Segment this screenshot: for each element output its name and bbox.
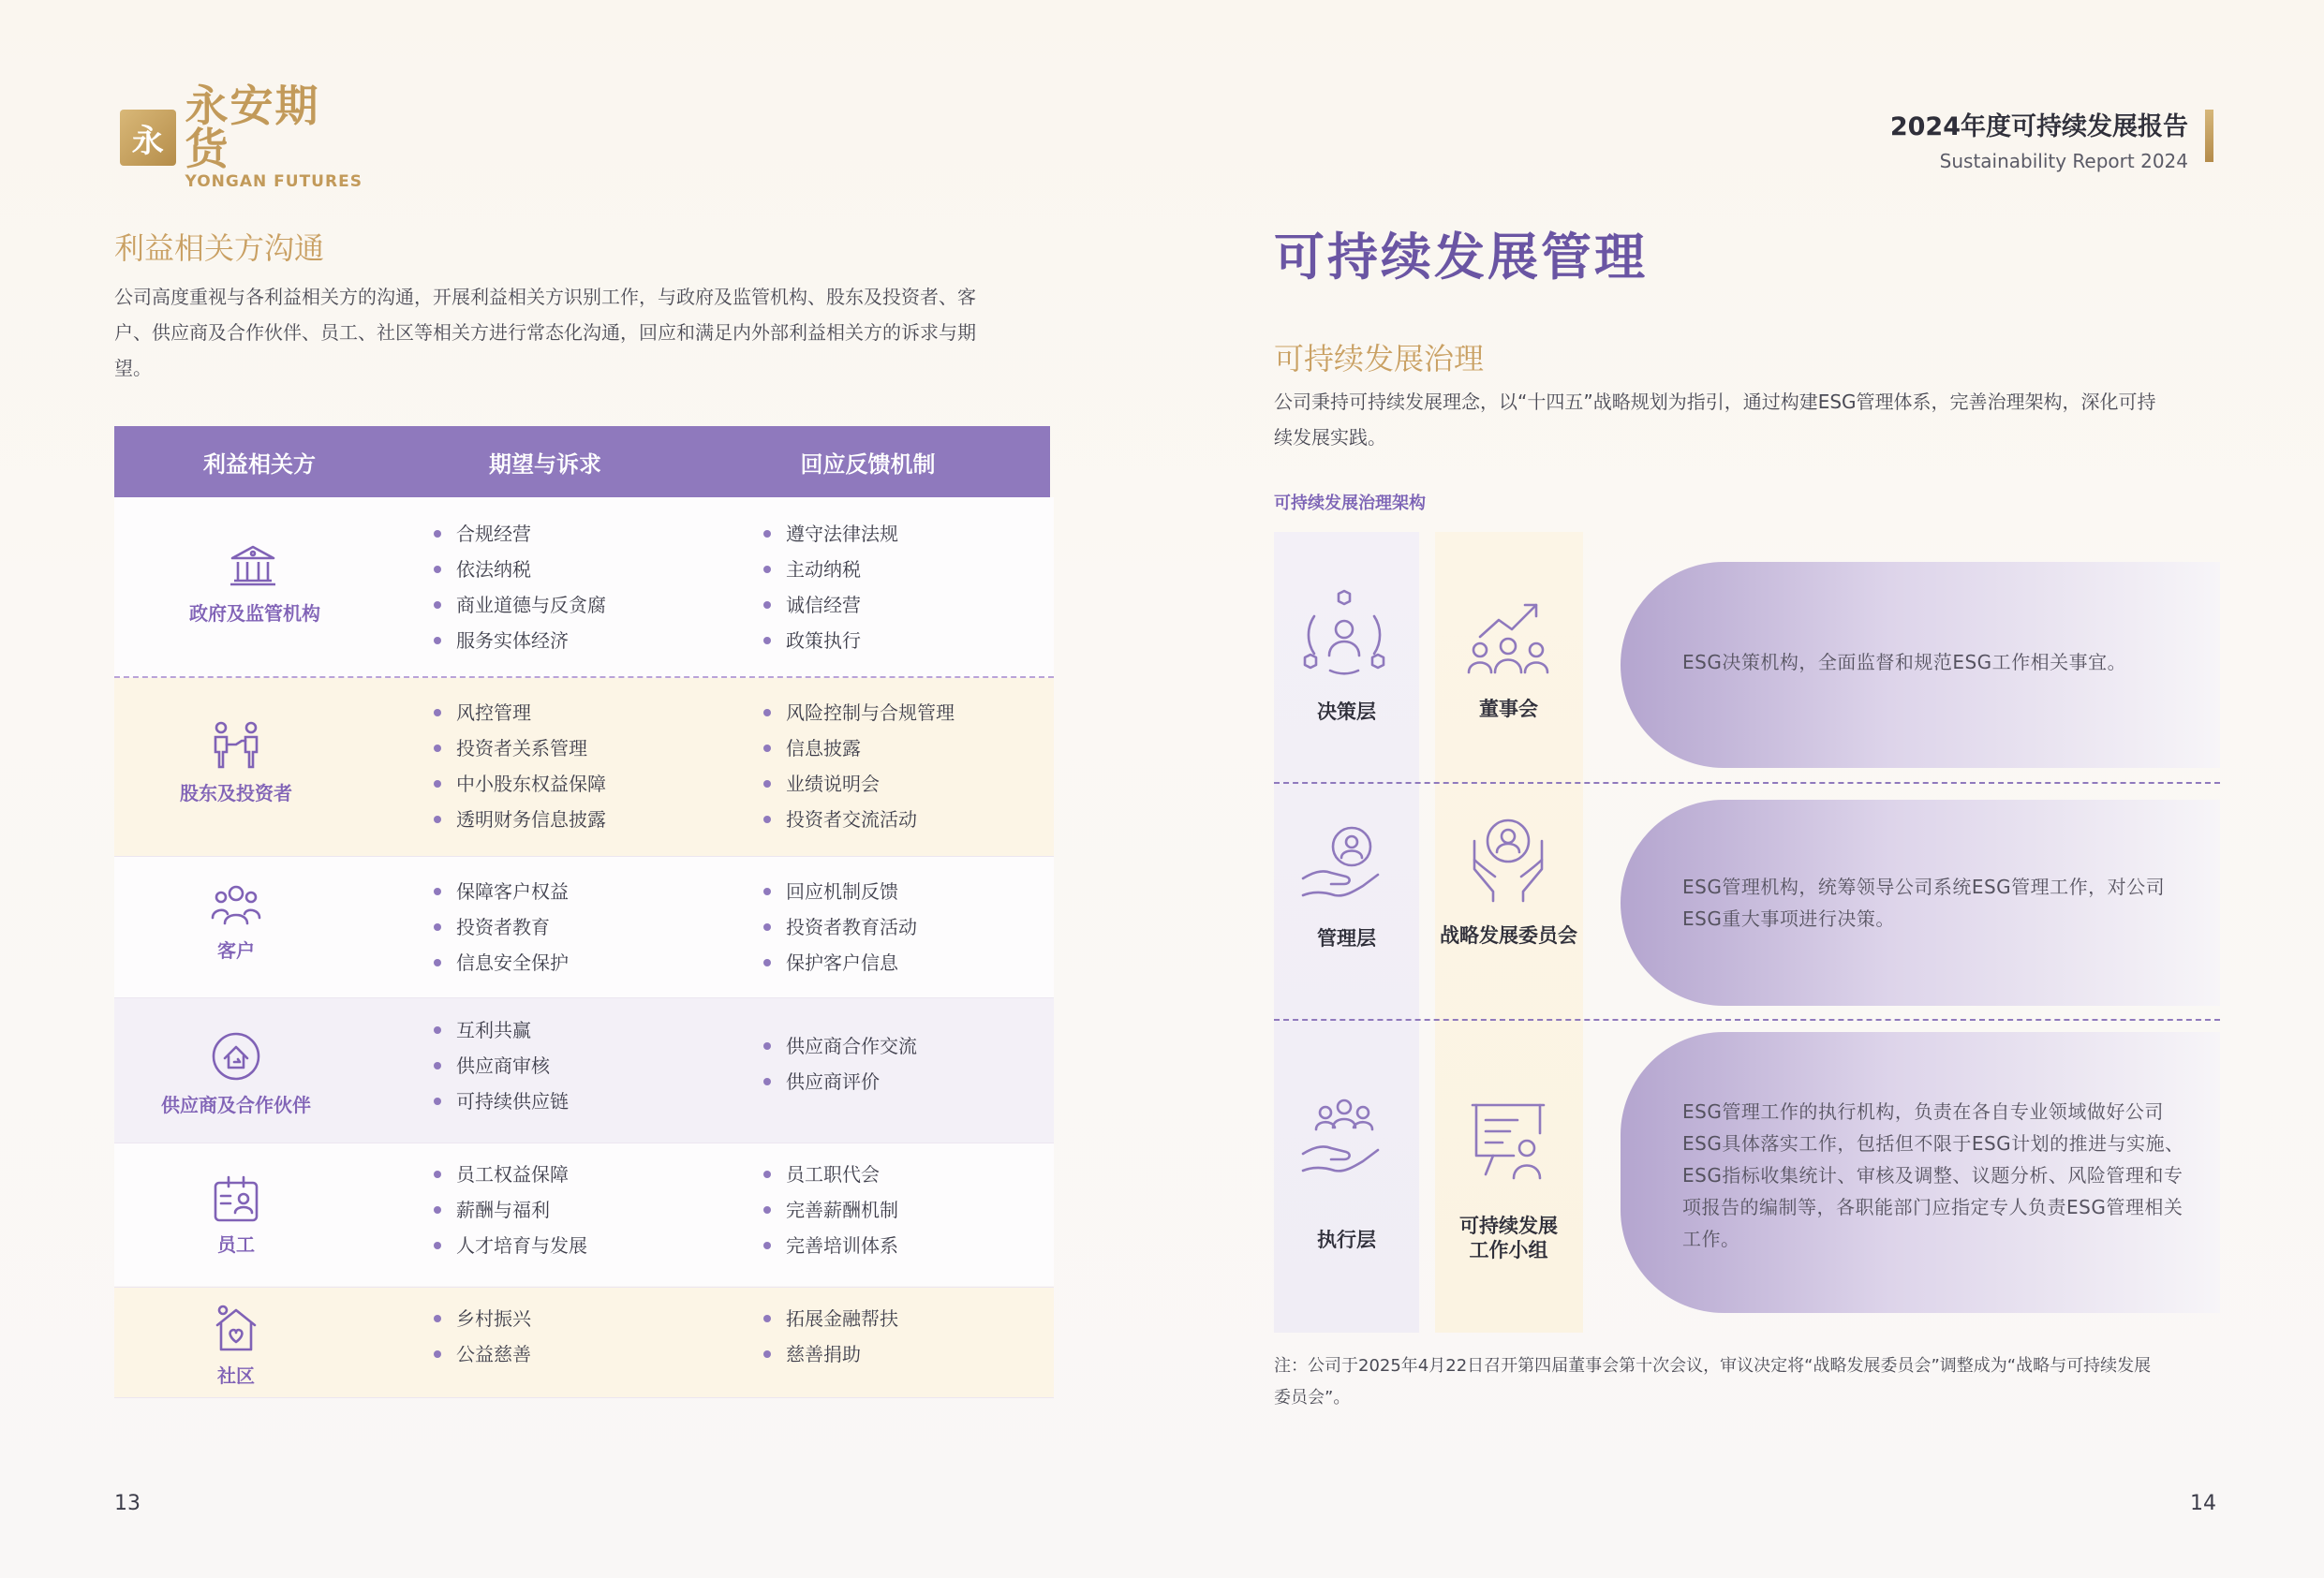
stakeholder-intro (114, 279, 1060, 386)
description-line: ESG具体落实工作，包括但不限于ESG计划的推进与实施、 (1682, 1132, 2184, 1155)
list-item: 保障客户权益 (434, 874, 569, 909)
governance-diagram (1274, 532, 2220, 1333)
responses-list (763, 516, 898, 658)
list-item: 风控管理 (434, 695, 606, 730)
shareholders-icon (210, 720, 262, 773)
footnote-line: 委员会”。 (1274, 1388, 1351, 1408)
description-line: ESG决策机构，全面监督和规范ESG工作相关事宜。 (1682, 651, 2127, 673)
list-item: 公益慈善 (434, 1336, 531, 1372)
list-item: 员工职代会 (763, 1157, 898, 1192)
stakeholder-name: 社区 (217, 1364, 255, 1387)
expectations-list (434, 1012, 569, 1119)
expectations-list (434, 695, 606, 837)
list-item: 主动纳税 (763, 552, 898, 587)
expectations-list (434, 874, 569, 981)
description-line: 工作。 (1682, 1228, 1740, 1250)
list-item: 保护客户信息 (763, 945, 917, 981)
intro-line: 公司高度重视与各利益相关方的沟通，开展利益相关方识别工作，与政府及监管机构、股东及投资者、客 (114, 286, 976, 308)
logo-name-en: YONGAN FUTURES (185, 172, 363, 191)
header-expectations: 期望与诉求 (489, 450, 601, 478)
list-item: 诚信经营 (763, 587, 898, 623)
logo-name-cn: 永安期货 (185, 81, 320, 174)
list-item: 投资者关系管理 (434, 730, 606, 766)
list-item: 中小股东权益保障 (434, 766, 606, 802)
description-line: ESG管理工作的执行机构，负责在各自专业领域做好公司 (1682, 1100, 2164, 1123)
board-growth-icon (1461, 596, 1555, 680)
report-title-cn: 2024年度可持续发展报告 (1889, 112, 2188, 141)
expectations-list (434, 1301, 531, 1372)
presentation-board-icon (1465, 1099, 1551, 1186)
report-title-en: Sustainability Report 2024 (1939, 150, 2188, 172)
team-hand-icon (1297, 1098, 1391, 1182)
stakeholder-name: 供应商及合作伙伴 (161, 1094, 311, 1116)
description-line: 项报告的编制等，各职能部门应指定专人负责ESG管理相关 (1682, 1196, 2183, 1218)
org-name (1436, 1214, 1581, 1262)
government-building-icon (227, 539, 279, 592)
table-row (114, 497, 1054, 677)
logo-mark: 永 (120, 110, 176, 166)
list-item: 薪酬与福利 (434, 1192, 587, 1228)
list-item: 完善薪酬机制 (763, 1192, 898, 1228)
list-item: 透明财务信息披露 (434, 802, 606, 837)
org-name: 董事会 (1479, 698, 1538, 720)
description-line: ESG重大事项进行决策。 (1682, 907, 1895, 930)
footnote (1274, 1350, 2229, 1414)
table-row (114, 998, 1054, 1143)
intro-line: 户、供应商及合作伙伴、员工、社区等相关方进行常态化沟通，回应和满足内外部利益相关方的诉求与期 (114, 321, 976, 344)
stakeholder-table (114, 426, 1050, 497)
level-description (1682, 646, 2207, 678)
page-number-right: 14 (2190, 1492, 2216, 1515)
responses-list (763, 695, 955, 837)
list-item: 商业道德与反贪腐 (434, 587, 606, 623)
list-item: 遵守法律法规 (763, 516, 898, 552)
org-name: 战略发展委员会 (1440, 924, 1577, 947)
header-responses: 回应反馈机制 (800, 450, 936, 478)
stakeholder-section-title: 利益相关方沟通 (114, 230, 325, 266)
expectations-list (434, 1157, 587, 1263)
row-divider (114, 1397, 1054, 1398)
list-item: 人才培育与发展 (434, 1228, 587, 1263)
level-name: 决策层 (1317, 701, 1376, 723)
intro-line: 望。 (114, 357, 152, 379)
table-header (114, 426, 1050, 497)
list-item: 服务实体经济 (434, 623, 606, 658)
list-item: 供应商审核 (434, 1048, 569, 1084)
list-item: 乡村振兴 (434, 1301, 531, 1336)
level-divider (1274, 782, 2220, 784)
list-item: 回应机制反馈 (763, 874, 917, 909)
responses-list (763, 1157, 898, 1263)
list-item: 可持续供应链 (434, 1084, 569, 1119)
decision-people-icon (1297, 588, 1391, 682)
header-stakeholder: 利益相关方 (203, 450, 316, 478)
community-house-icon (210, 1303, 262, 1355)
gold-accent-bar (2205, 110, 2213, 162)
list-item: 风险控制与合规管理 (763, 695, 955, 730)
table-row (114, 857, 1054, 997)
list-item: 投资者教育 (434, 909, 569, 945)
responses-list (763, 1301, 898, 1372)
list-item: 供应商评价 (763, 1064, 917, 1099)
responses-list (763, 1028, 917, 1099)
hand-person-icon (1297, 822, 1391, 907)
stakeholder-name: 客户 (217, 939, 255, 962)
intro-line: 续发展实践。 (1274, 426, 1386, 449)
list-item: 员工权益保障 (434, 1157, 587, 1192)
level-description (1682, 871, 2207, 935)
intro-line: 公司秉持可持续发展理念，以“十四五”战略规划为指引，通过构建ESG管理体系，完善治理架构，深化可持 (1274, 391, 2156, 413)
report-title (1890, 106, 2188, 172)
list-item: 供应商合作交流 (763, 1028, 917, 1064)
list-item: 投资者教育活动 (763, 909, 917, 945)
main-title: 可持续发展管理 (1274, 228, 1648, 287)
list-item: 信息安全保护 (434, 945, 569, 981)
customers-icon (210, 880, 262, 933)
level-description (1682, 1096, 2212, 1255)
description-line: ESG指标收集统计、审核及调整、议题分析、风险管理和专 (1682, 1164, 2183, 1187)
table-row (114, 678, 1054, 856)
list-item: 投资者交流活动 (763, 802, 955, 837)
list-item: 合规经营 (434, 516, 606, 552)
list-item: 互利共赢 (434, 1012, 569, 1048)
list-item: 政策执行 (763, 623, 898, 658)
governance-chart-subtitle: 可持续发展治理架构 (1274, 494, 1426, 513)
governance-intro (1274, 384, 2220, 455)
responses-list (763, 874, 917, 981)
stakeholder-name: 政府及监管机构 (189, 602, 320, 625)
list-item: 慈善捐助 (763, 1336, 898, 1372)
footnote-line: 注：公司于2025年4月22日召开第四届董事会第十次会议，审议决定将“战略发展委员会”调整成为“战略与可持续发展 (1274, 1356, 2152, 1376)
list-item: 完善培训体系 (763, 1228, 898, 1263)
hands-protect-icon (1461, 813, 1555, 907)
page-number-left: 13 (114, 1492, 141, 1515)
expectations-list (434, 516, 606, 658)
employee-badge-icon (210, 1173, 262, 1226)
table-body (114, 497, 1054, 1398)
list-item: 业绩说明会 (763, 766, 955, 802)
company-logo (120, 81, 363, 191)
list-item: 信息披露 (763, 730, 955, 766)
governance-section-title: 可持续发展治理 (1274, 341, 1485, 376)
description-line: ESG管理机构，统筹领导公司系统ESG管理工作，对公司 (1682, 876, 2166, 898)
table-row (114, 1288, 1054, 1398)
list-item: 依法纳税 (434, 552, 606, 587)
list-item: 拓展金融帮扶 (763, 1301, 898, 1336)
supplier-icon (210, 1030, 262, 1083)
level-divider (1274, 1019, 2220, 1021)
level-name: 管理层 (1317, 927, 1376, 950)
org-name-line: 可持续发展 (1459, 1215, 1558, 1237)
stakeholder-name: 员工 (217, 1233, 255, 1256)
table-row (114, 1143, 1054, 1286)
org-name-line: 工作小组 (1469, 1239, 1548, 1261)
level-name: 执行层 (1317, 1229, 1376, 1251)
stakeholder-name: 股东及投资者 (180, 782, 292, 804)
